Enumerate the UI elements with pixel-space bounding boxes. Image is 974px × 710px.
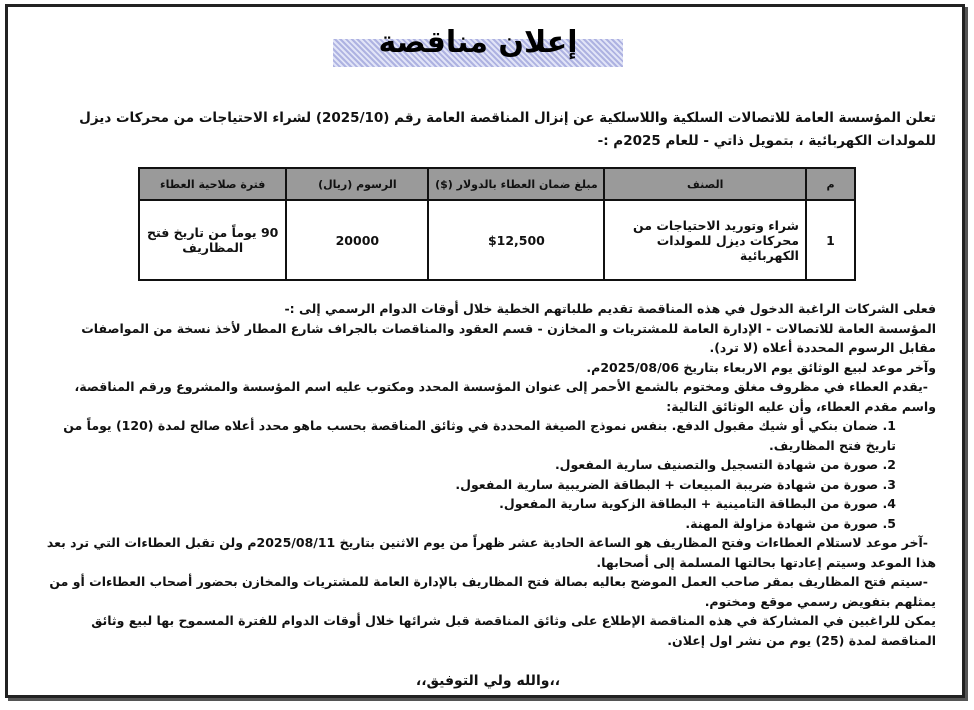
- submission-paragraph: فعلى الشركات الراغبة الدخول في هذه المناقصة تقديم طلباتهم الخطية خلال أوقات الدوام الرسمي إلى :-: [284, 301, 936, 316]
- table-row: [139, 200, 855, 280]
- page-title: إعلان مناقصة: [378, 25, 578, 60]
- col-header-no: م: [806, 168, 855, 200]
- deadline-bullet: -آخر موعد لاستلام العطاءات وفتح المظاريف هو الساعة الحادية عشر ظهراً من يوم الاثنين بتاريخ 2025/08/11م ولن تقبل العطاءات التي ترد بعد هذا الموعد وسيتم إعادتها بحالتها المسلمة إلى أصحابها.: [46, 535, 936, 570]
- table-header-row: [139, 168, 855, 200]
- address-paragraph: المؤسسة العامة للاتصالات - الإدارة العامة للمشتريات و المخازن - قسم العقود والمناقصات بالجراف شارع المطار لأخذ نسخة من المواصفات مقابل الرسوم المحددة أعلاه (لا ترد).: [81, 320, 936, 355]
- closing-line: ،،والله ولي التوفيق،،: [415, 673, 561, 689]
- required-documents-list: [46, 416, 936, 533]
- col-header-guarantee: مبلغ ضمان العطاء بالدولار ($): [428, 168, 604, 200]
- tender-announcement-page: [5, 4, 965, 698]
- list-item: 2. صورة من شهادة التسجيل والتصنيف سارية المفعول.: [554, 457, 896, 472]
- announcement-body: [46, 299, 936, 650]
- intro-paragraph: تعلن المؤسسة العامة للاتصالات السلكية واللاسلكية عن إنزال المناقصة العامة رقم (2025/10) لشراء الاحتياجات من محركات ديزل للمولدات الكهربائية ، بتمويل ذاتي - للعام 2025م :-: [79, 110, 936, 149]
- col-header-validity: فترة صلاحية العطاء: [139, 168, 286, 200]
- list-item: 3. صورة من شهادة ضريبة المبيعات + البطاقة الضريبية سارية المفعول.: [455, 476, 896, 492]
- list-item: 4. صورة من البطاقة التامينية + البطاقة الزكوية سارية المفعول.: [499, 496, 896, 511]
- list-item: 1. ضمان بنكي أو شيك مقبول الدفع. بنفس نموذج الصيغة المحددة في وثائق المناقصة بحسب ماهو محدد أعلاه صالح لمدة (120) يوماً من تاريخ فتح المظاريف.: [63, 418, 896, 453]
- inspection-paragraph: يمكن للراغبين في المشاركة في هذه المناقصة الإطلاع على وثائق المناقصة قبل شرائها خلال أوقات الدوام للفترة المسموح بها لبيع وثائق المناقصة لمدة (25) يوم من نشر اول إعلان.: [91, 613, 936, 648]
- cell-fees: 20000: [286, 200, 428, 280]
- envelope-bullet: -يقدم العطاء في مظروف مغلق ومختوم بالشمع الأحمر إلى عنوان المؤسسة المحدد ومكتوب عليه اسم المؤسسة والمشروع ورقم المناقصة، واسم مقدم العطاء، وأن عليه الوثائق التالية:: [74, 379, 936, 414]
- cell-item: شراء وتوريد الاحتياجات من محركات ديزل للمولدات الكهربائية: [604, 200, 805, 280]
- tender-table: [138, 167, 856, 281]
- col-header-item: الصنف: [604, 168, 805, 200]
- cell-guarantee: $12,500: [428, 200, 604, 280]
- cell-no: 1: [806, 200, 855, 280]
- list-item: 5. صورة من شهادة مزاولة المهنة.: [685, 515, 896, 531]
- sale-deadline-paragraph: وآخر موعد لبيع الوثائق يوم الاربعاء بتاريخ 2025/08/06م.: [586, 359, 936, 375]
- col-header-fees: الرسوم (ريال): [286, 168, 428, 200]
- cell-validity: 90 يوماً من تاريخ فتح المظاريف: [139, 200, 286, 280]
- opening-bullet: -سيتم فتح المظاريف بمقر صاحب العمل الموضح بعاليه بصالة فتح المظاريف بالإدارة العامة للمشتريات والمخازن بحضور أصحاب العطاءات أو من يمثلهم بتفويض رسمي موقع ومختوم.: [49, 574, 936, 609]
